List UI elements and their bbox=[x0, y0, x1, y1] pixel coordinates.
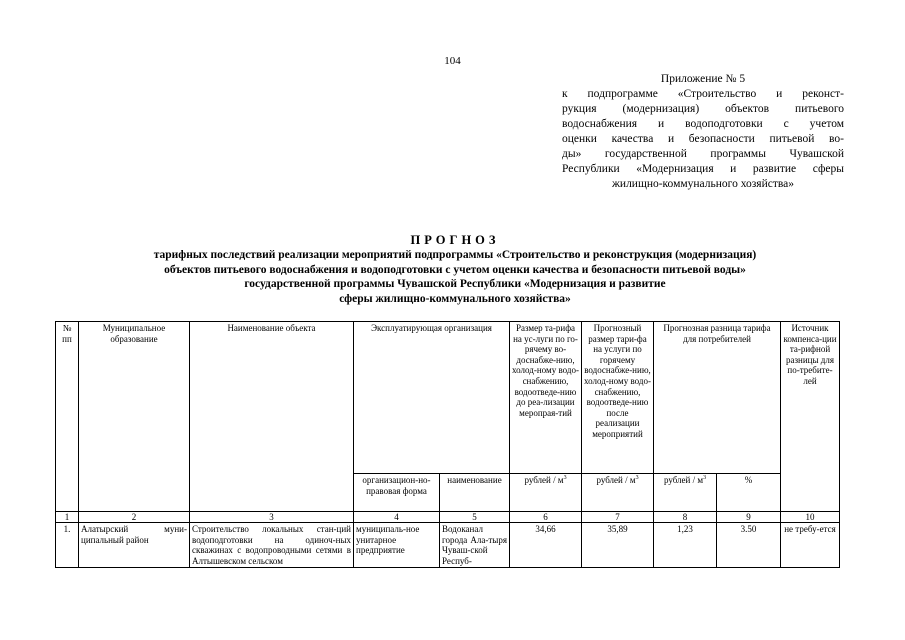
column-number: 5 bbox=[440, 512, 510, 523]
heading-line: тарифных последствий реализации мероприятий подпрограммы «Строительство и реконструкция (модернизация) bbox=[153, 249, 757, 261]
unit-superscript: 3 bbox=[563, 475, 567, 481]
column-number: 2 bbox=[79, 512, 190, 523]
unit-label: рублей / м bbox=[596, 475, 636, 485]
unit-superscript: 3 bbox=[635, 475, 639, 481]
column-number: 4 bbox=[354, 512, 440, 523]
row-source: не требу-ется bbox=[781, 523, 840, 568]
appendix-line: водоснабжения и водоподготовки с учетом bbox=[562, 118, 844, 130]
appendix-note bbox=[562, 72, 844, 192]
heading-line: объектов питьевого водоснабжения и водоподготовки с учетом оценки качества и безопасности питьевой воды» bbox=[164, 263, 746, 276]
row-difference-rub: 1,23 bbox=[654, 523, 717, 568]
heading-line: сферы жилищно-коммунального хозяйства» bbox=[339, 292, 571, 305]
column-number: 10 bbox=[781, 512, 840, 523]
header-unit bbox=[654, 474, 717, 512]
row-legal-form: муниципаль-ное унитарное предприятие bbox=[354, 523, 440, 568]
row-difference-percent: 3.50 bbox=[717, 523, 781, 568]
header-tariff-current: Размер та-рифа на ус-луги по го-рячему во-доснабже-нию, холод-ному водо-снабжению, водоотведе-нию до реа-лизации меропрая-тий bbox=[510, 322, 582, 474]
row-tariff-current: 34,66 bbox=[510, 523, 582, 568]
unit-label: рублей / м bbox=[524, 475, 564, 485]
row-operator-name: Водоканал города Ала-тыря Чуваш-ской Респуб- bbox=[440, 523, 510, 568]
appendix-line: жилищно-коммунального хозяйства» bbox=[611, 178, 795, 190]
header-unit bbox=[510, 474, 582, 512]
header-num: № пп bbox=[56, 322, 79, 512]
header-name: наименование bbox=[440, 474, 510, 512]
row-object: Строительство локальных стан-ций водоподготовки на одиноч-ных скважинах с водопроводными сетями в Алтышевском сельском bbox=[190, 523, 354, 568]
appendix-line: к подпрограмме «Строительство и реконст- bbox=[562, 88, 844, 100]
header-operator: Эксплуатирующая организация bbox=[354, 322, 510, 474]
appendix-line: ды» государственной программы Чувашской bbox=[562, 148, 844, 160]
column-number: 9 bbox=[717, 512, 781, 523]
forecast-table bbox=[55, 321, 840, 568]
header-percent: % bbox=[717, 474, 781, 512]
unit-superscript: 3 bbox=[703, 475, 707, 481]
heading-title: ПРОГНОЗ bbox=[410, 233, 500, 247]
heading-line: государственной программы Чувашской Республики «Модернизация и развитие bbox=[244, 278, 666, 290]
column-number: 8 bbox=[654, 512, 717, 523]
column-number: 7 bbox=[582, 512, 654, 523]
row-tariff-forecast: 35,89 bbox=[582, 523, 654, 568]
header-difference: Прогнозная разница тарифа для потребителей bbox=[654, 322, 781, 474]
unit-label: рублей / м bbox=[663, 475, 704, 485]
column-number: 6 bbox=[510, 512, 582, 523]
appendix-line: рукция (модернизация) объектов питьевого bbox=[562, 103, 844, 115]
document-heading bbox=[60, 233, 850, 306]
header-object: Наименование объекта bbox=[190, 322, 354, 512]
appendix-line: Республики «Модернизация и развитие сферы bbox=[562, 163, 844, 175]
header-unit bbox=[582, 474, 654, 512]
appendix-line: оценки качества и безопасности питьевой во- bbox=[562, 133, 844, 145]
header-source: Источник компенса-ции та-рифной разницы для по-требите-лей bbox=[781, 322, 840, 512]
column-number: 1 bbox=[56, 512, 79, 523]
column-number: 3 bbox=[190, 512, 354, 523]
header-municipality: Муниципальное образование bbox=[79, 322, 190, 512]
appendix-title: Приложение № 5 bbox=[660, 73, 746, 85]
header-legal-form: организацион-но-правовая форма bbox=[354, 474, 440, 512]
row-num: 1. bbox=[56, 523, 79, 568]
page-number: 104 bbox=[444, 55, 461, 67]
header-tariff-forecast: Прогнозный размер тари-фа на услуги по горячему водоснабже-нию, холод-ному водо-снабжению, водоотведе-нию после реализации мероприятий bbox=[582, 322, 654, 474]
table-row bbox=[56, 523, 840, 568]
row-municipality: Алатырский муни-ципальный район bbox=[79, 523, 190, 568]
column-number-row bbox=[56, 512, 840, 523]
